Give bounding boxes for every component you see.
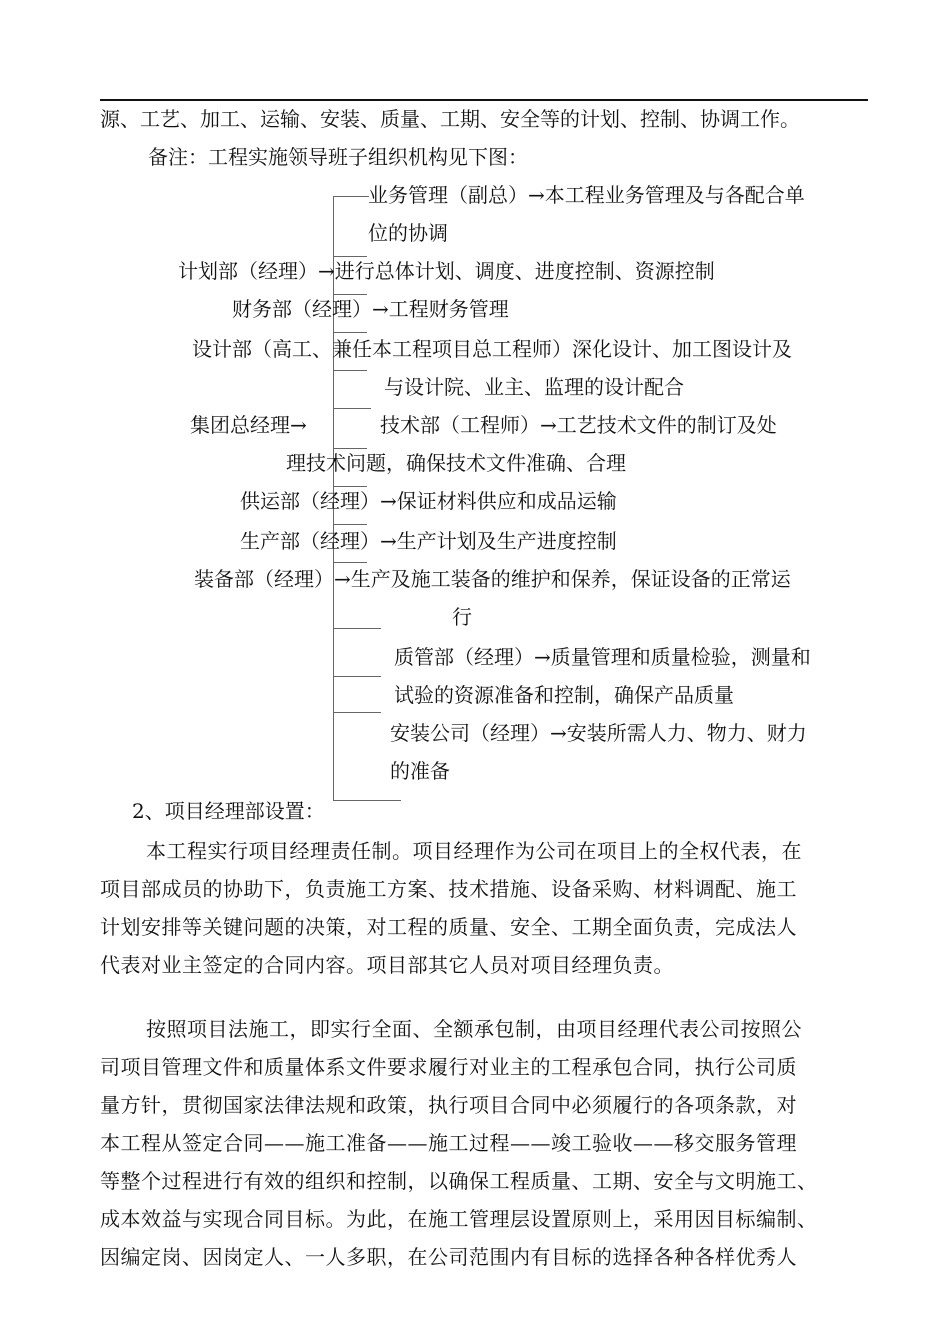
org-equipment-line-1: 装备部（经理）→生产及施工装备的维护和保养，保证设备的正常运 [194, 567, 791, 591]
paragraph-line: 量方针，贯彻国家法律法规和政策，执行项目合同中必须履行的各项条款，对 [100, 1093, 797, 1117]
org-plan: 计划部（经理）→进行总体计划、调度、进度控制、资源控制 [178, 259, 715, 283]
org-supply: 供运部（经理）→保证材料供应和成品运输 [240, 489, 617, 513]
org-chart-branch-line [333, 294, 367, 295]
org-chart-branch-line [333, 562, 367, 563]
paragraph-line: 因编定岗、因岗定人、一人多职，在公司范围内有目标的选择各种各样优秀人 [100, 1245, 797, 1269]
org-chart-branch-line [333, 676, 381, 677]
section-heading: 2、项目经理部设置： [132, 799, 325, 823]
paragraph-line: 计划安排等关键问题的决策，对工程的质量、安全、工期全面负责，完成法人 [100, 915, 797, 939]
paragraph-line: 本工程实行项目经理责任制。项目经理作为公司在项目上的全权代表，在 [146, 839, 802, 863]
org-install-line-2: 的准备 [390, 759, 450, 783]
paragraph-line: 代表对业主签定的合同内容。项目部其它人员对项目经理负责。 [100, 953, 674, 977]
org-quality-line-2: 试验的资源准备和控制，确保产品质量 [394, 683, 734, 707]
org-general-manager: 集团总经理→ [190, 413, 307, 437]
org-production: 生产部（经理）→生产计划及生产进度控制 [240, 529, 617, 553]
org-equipment-line-2: 行 [452, 605, 472, 629]
org-chart-branch-line [333, 712, 381, 713]
org-design-line-1: 设计部（高工、兼任本工程项目总工程师）深化设计、加工图设计及 [192, 337, 792, 361]
paragraph-line: 按照项目法施工，即实行全面、全额承包制，由项目经理代表公司按照公 [146, 1017, 802, 1041]
org-install-line-1: 安装公司（经理）→安装所需人力、物力、财力 [390, 721, 807, 745]
org-design-line-2: 与设计院、业主、监理的设计配合 [384, 375, 684, 399]
org-quality-line-1: 质管部（经理）→质量管理和质量检验，测量和 [394, 645, 811, 669]
org-chart-branch-line [333, 448, 367, 449]
org-business-line-2: 位的协调 [368, 221, 448, 245]
org-chart-branch-line [333, 196, 369, 197]
org-tech-line-1: 技术部（工程师）→工艺技术文件的制订及处 [380, 413, 777, 437]
org-chart-branch-line [333, 486, 367, 487]
paragraph-line: 等整个过程进行有效的组织和控制，以确保工程质量、工期、安全与文明施工、 [100, 1169, 818, 1193]
org-chart-branch-line [333, 332, 367, 333]
org-tech-line-2: 理技术问题，确保技术文件准确、合理 [286, 451, 626, 475]
org-chart-branch-line [333, 370, 367, 371]
org-chart-branch-line [333, 408, 371, 409]
org-chart-note: 备注：工程实施领导班子组织机构见下图： [148, 145, 528, 169]
org-chart-branch-line [333, 256, 367, 257]
org-business-line-1: 业务管理（副总）→本工程业务管理及与各配合单 [368, 183, 805, 207]
org-chart-branch-line [333, 800, 401, 801]
org-chart-branch-line [333, 524, 367, 525]
paragraph-line: 项目部成员的协助下，负责施工方案、技术措施、设备采购、材料调配、施工 [100, 877, 797, 901]
org-chart-branch-line [333, 628, 381, 629]
paragraph-line: 成本效益与实现合同目标。为此，在施工管理层设置原则上，采用因目标编制、 [100, 1207, 818, 1231]
paragraph-line: 司项目管理文件和质量体系文件要求履行对业主的工程承包合同，执行公司质 [100, 1055, 797, 1079]
paragraph-line: 本工程从签定合同——施工准备——施工过程——竣工验收——移交服务管理 [100, 1131, 797, 1155]
header-rule [100, 99, 868, 101]
continued-line: 源、工艺、加工、运输、安装、质量、工期、安全等的计划、控制、协调工作。 [100, 107, 800, 131]
org-finance: 财务部（经理）→工程财务管理 [232, 297, 509, 321]
